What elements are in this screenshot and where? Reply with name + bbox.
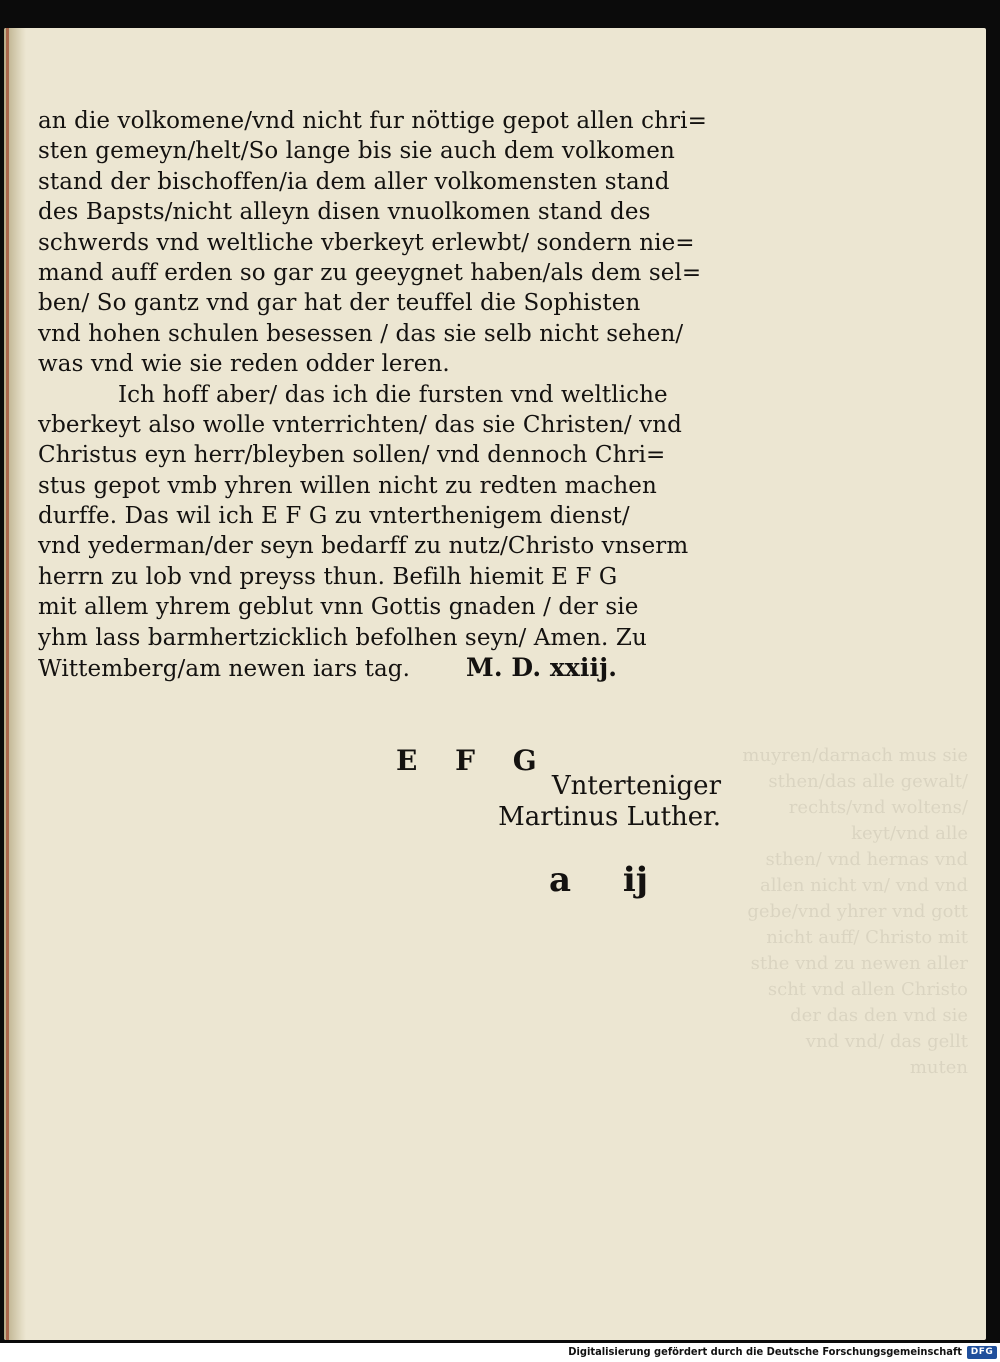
text-line: Ich hoff aber/ das ich die fursten vnd weltliche <box>118 381 668 408</box>
date-text: M. D. xxiij. <box>466 653 618 683</box>
text-line: ben/ So gantz vnd gar hat der teuffel die Sophisten <box>38 290 641 317</box>
printer-signature-mark: a ij <box>549 860 649 900</box>
text-line: durffe. Das wil ich E F G zu vnterthenigem dienst/ <box>38 503 630 530</box>
signature-title: Vnterteniger <box>551 771 721 801</box>
bleed-line: gebe/vnd yhrer vnd gott <box>747 901 968 922</box>
text-line: mit allem yhrem geblut vnn Gottis gnaden / der sie <box>38 594 639 621</box>
bleed-line: muyren/darnach mus sie <box>742 745 968 766</box>
text-line: vnd yederman/der seyn bedarff zu nutz/Christo vnserm <box>38 533 689 560</box>
bleed-through-text <box>738 743 968 1081</box>
text-line: stus gepot vmb yhren willen nicht zu redten machen <box>38 472 657 499</box>
signature-name: Martinus Luther. <box>498 802 721 832</box>
bleed-line: sthe vnd zu newen aller <box>750 953 968 974</box>
text-line: mand auff erden so gar zu geeygnet haben/als dem sel= <box>38 259 702 286</box>
bleed-line: allen nicht vn/ vnd vnd <box>759 875 968 896</box>
text-line: sten gemeyn/helt/So lange bis sie auch dem volkomen <box>38 138 675 165</box>
text-line: Christus eyn herr/bleyben sollen/ vnd dennoch Chri= <box>38 442 666 469</box>
book-page <box>4 28 986 1340</box>
text-line: stand der bischoffen/ia dem aller volkomensten stand <box>38 168 670 195</box>
footer-credit: Digitalisierung gefördert durch die Deutsche Forschungsgemeinschaft <box>568 1345 962 1358</box>
text-line: vnd hohen schulen besessen / das sie selb nicht sehen/ <box>38 320 684 347</box>
text-line: vberkeyt also wolle vnterrichten/ das sie Christen/ vnd <box>38 411 682 438</box>
bleed-line: scht vnd allen Christo <box>767 979 968 1000</box>
text-line: des Bapsts/nicht alleyn disen vnuolkomen stand des <box>38 199 651 226</box>
bleed-line: rechts/vnd woltens/ <box>788 797 968 818</box>
text-line: an die volkomene/vnd nicht fur nöttige gepot allen chri= <box>38 108 707 134</box>
bleed-line: nicht auff/ Christo mit <box>766 927 968 948</box>
signature-initials: E F G <box>396 744 537 777</box>
text-line: herrn zu lob vnd preyss thun. Befilh hiemit E F G <box>38 563 618 590</box>
bleed-line: vnd vnd/ das gellt <box>805 1031 968 1052</box>
bleed-line: keyt/vnd alle <box>851 823 968 844</box>
text-line: was vnd wie sie reden odder leren. <box>38 351 450 378</box>
bleed-line: sthen/ vnd hernas vnd <box>765 849 968 870</box>
closing-line <box>38 653 728 683</box>
footer-bar <box>0 1343 1000 1362</box>
bleed-line: sthen/das alle gewalt/ <box>768 771 968 792</box>
text-line: schwerds vnd weltliche vberkeyt erlewbt/ sondern nie= <box>38 229 695 256</box>
dfg-logo-icon: DFG <box>967 1346 997 1359</box>
body-text <box>38 106 728 683</box>
bleed-line: der das den vnd sie <box>790 1005 968 1026</box>
bleed-line: muten <box>909 1057 968 1078</box>
place-text: Wittemberg/am newen iars tag. <box>38 656 411 683</box>
text-line: yhm lass barmhertzicklich befolhen seyn/ Amen. Zu <box>38 624 647 651</box>
